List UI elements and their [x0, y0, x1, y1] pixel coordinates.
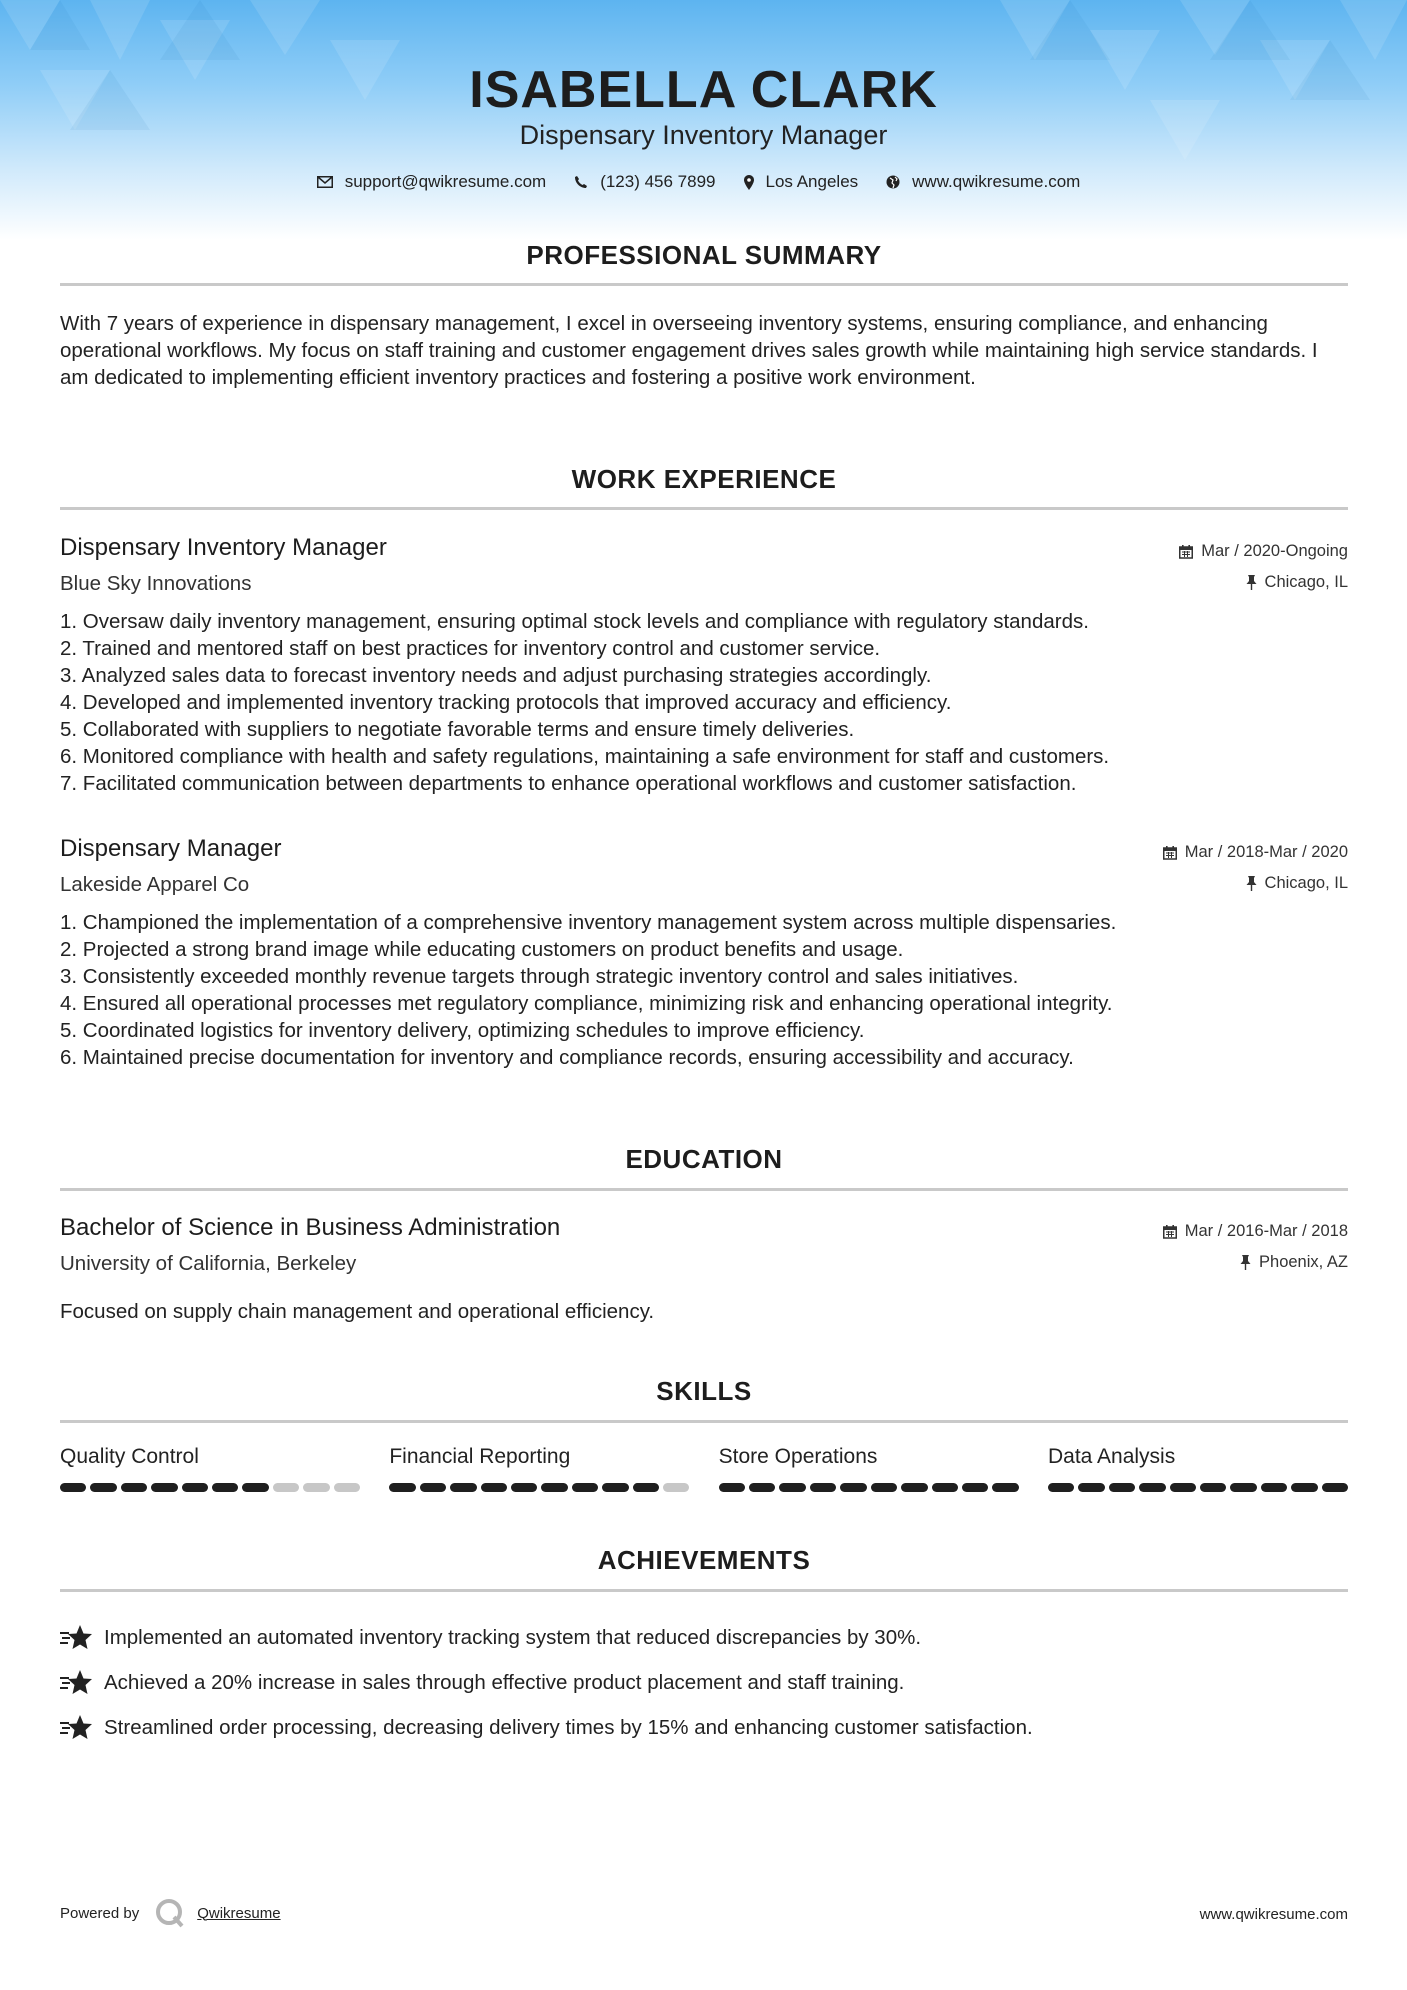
- calendar-icon: [1179, 545, 1193, 559]
- pushpin-icon: [1246, 575, 1257, 590]
- achievement-text: Achieved a 20% increase in sales through effective product placement and staff training.: [104, 1670, 905, 1694]
- location-text: Los Angeles: [765, 172, 859, 191]
- section-title-education: EDUCATION: [625, 1144, 783, 1174]
- achievement-text: Streamlined order processing, decreasing delivery times by 15% and enhancing customer satisfaction.: [104, 1715, 1033, 1739]
- list-item: 3. Analyzed sales data to forecast inventory needs and adjust purchasing strategies accordingly.: [60, 664, 932, 687]
- job-location: [1246, 874, 1348, 893]
- achievement-item: [60, 1705, 1348, 1750]
- education-location: [1240, 1253, 1348, 1272]
- skill-level-segment: [1048, 1483, 1074, 1492]
- education-school: University of California, Berkeley: [60, 1252, 357, 1275]
- skills-list: [60, 1445, 1348, 1492]
- contact-phone[interactable]: [574, 172, 715, 192]
- job-location-text: Chicago, IL: [1264, 874, 1348, 892]
- contact-bar: [0, 172, 1407, 192]
- skill-level-segment: [962, 1483, 988, 1492]
- contact-website[interactable]: [886, 172, 1080, 192]
- achievements-list: [60, 1615, 1348, 1750]
- skill-level-segment: [334, 1483, 360, 1492]
- skill-level-segment: [779, 1483, 805, 1492]
- skill-level-segment: [932, 1483, 958, 1492]
- job-dates: [1179, 542, 1348, 561]
- skill-level-segment: [420, 1483, 446, 1492]
- qwikresume-link[interactable]: Qwikresume: [197, 1904, 281, 1922]
- skill-level-bar: [60, 1483, 360, 1492]
- list-item: 6. Monitored compliance with health and safety regulations, maintaining a safe environment for staff and customers.: [60, 745, 1110, 768]
- list-item: 1. Championed the implementation of a comprehensive inventory management system across multiple dispensaries.: [60, 911, 1117, 934]
- skill-level-segment: [1261, 1483, 1287, 1492]
- section-divider: [60, 1188, 1348, 1191]
- skill-level-segment: [1322, 1483, 1348, 1492]
- skill-level-bar: [719, 1483, 1019, 1492]
- skill-level-segment: [273, 1483, 299, 1492]
- skill-level-segment: [151, 1483, 177, 1492]
- list-item: 1. Oversaw daily inventory management, ensuring optimal stock levels and compliance with regulatory standards.: [60, 610, 1089, 633]
- section-title-achievements: ACHIEVEMENTS: [597, 1545, 811, 1575]
- powered-by-label: Powered by: [60, 1904, 140, 1922]
- skill-level-segment: [450, 1483, 476, 1492]
- list-item: 2. Trained and mentored staff on best practices for inventory control and customer service.: [60, 637, 881, 660]
- skill-level-segment: [1078, 1483, 1104, 1492]
- skill-level-segment: [121, 1483, 147, 1492]
- job-entry: [60, 534, 1348, 797]
- skill-item: [60, 1445, 360, 1492]
- job-company: Blue Sky Innovations: [60, 572, 252, 595]
- summary-text: With 7 years of experience in dispensary management, I excel in overseeing inventory systems, ensuring compliance, and enhancing operational workflows. My focus on staff training and customer engagement drives sales growth while maintaining high service standards. I am dedicated to implementing efficient inventory practices and fostering a positive work environment.: [60, 312, 1318, 389]
- skill-item: [1048, 1445, 1348, 1492]
- list-item: 5. Collaborated with suppliers to negotiate favorable terms and ensure timely deliveries.: [60, 718, 855, 741]
- list-item: 5. Coordinated logistics for inventory delivery, optimizing schedules to improve efficiency.: [60, 1019, 865, 1042]
- skill-level-segment: [541, 1483, 567, 1492]
- job-role: Dispensary Manager: [60, 835, 282, 862]
- list-item: 2. Projected a strong brand image while educating customers on product benefits and usage.: [60, 938, 904, 961]
- list-item: 7. Facilitated communication between departments to enhance operational workflows and customer satisfaction.: [60, 772, 1077, 795]
- phone-icon: [574, 175, 588, 189]
- section-divider: [60, 1589, 1348, 1592]
- envelope-icon: [317, 176, 333, 188]
- skill-level-segment: [663, 1483, 689, 1492]
- qwikresume-logo-icon: [155, 1898, 185, 1928]
- skill-level-segment: [1230, 1483, 1256, 1492]
- list-item: 4. Ensured all operational processes met regulatory compliance, minimizing risk and enhancing operational integrity.: [60, 992, 1113, 1015]
- calendar-icon: [1163, 846, 1177, 860]
- list-item: 6. Maintained precise documentation for inventory and compliance records, ensuring accessibility and accuracy.: [60, 1046, 1074, 1069]
- pushpin-icon: [1240, 1255, 1251, 1270]
- education-location-text: Phoenix, AZ: [1259, 1253, 1348, 1271]
- achievement-text: Implemented an automated inventory tracking system that reduced discrepancies by 30%.: [104, 1625, 922, 1649]
- skill-level-segment: [1139, 1483, 1165, 1492]
- candidate-title: Dispensary Inventory Manager: [519, 120, 888, 150]
- star-icon: [60, 1624, 92, 1652]
- star-icon: [60, 1714, 92, 1742]
- skill-level-bar: [389, 1483, 689, 1492]
- contact-email[interactable]: [317, 172, 547, 192]
- education-description: Focused on supply chain management and operational efficiency.: [60, 1300, 655, 1323]
- skill-item: [389, 1445, 689, 1492]
- skill-level-segment: [1170, 1483, 1196, 1492]
- achievement-item: [60, 1660, 1348, 1705]
- job-dates-text: Mar / 2020-Ongoing: [1201, 542, 1348, 560]
- education-dates: [1163, 1222, 1348, 1241]
- skill-level-segment: [719, 1483, 745, 1492]
- job-bullets: [60, 909, 1348, 1071]
- skill-name: Quality Control: [60, 1445, 199, 1468]
- skill-level-segment: [90, 1483, 116, 1492]
- skill-level-segment: [481, 1483, 507, 1492]
- skill-level-segment: [840, 1483, 866, 1492]
- skill-level-segment: [1200, 1483, 1226, 1492]
- skill-level-segment: [242, 1483, 268, 1492]
- job-role: Dispensary Inventory Manager: [60, 534, 387, 561]
- skill-level-segment: [992, 1483, 1018, 1492]
- calendar-icon: [1163, 1225, 1177, 1239]
- skill-name: Financial Reporting: [389, 1445, 571, 1468]
- candidate-name: ISABELLA CLARK: [469, 61, 938, 119]
- skill-level-segment: [871, 1483, 897, 1492]
- list-item: 3. Consistently exceeded monthly revenue targets through strategic inventory control and sales initiatives.: [60, 965, 1019, 988]
- job-location: [1246, 573, 1348, 592]
- skill-level-segment: [810, 1483, 836, 1492]
- map-pin-icon: [744, 175, 754, 190]
- email-text: support@qwikresume.com: [344, 172, 547, 191]
- list-item: 4. Developed and implemented inventory tracking protocols that improved accuracy and efficiency.: [60, 691, 952, 714]
- section-title-skills: SKILLS: [656, 1376, 752, 1406]
- skill-level-segment: [633, 1483, 659, 1492]
- skill-level-segment: [749, 1483, 775, 1492]
- skill-item: [719, 1445, 1019, 1492]
- section-divider: [60, 507, 1348, 510]
- job-location-text: Chicago, IL: [1264, 573, 1348, 591]
- section-title-experience: WORK EXPERIENCE: [571, 464, 837, 494]
- skill-level-segment: [212, 1483, 238, 1492]
- website-text: www.qwikresume.com: [912, 172, 1081, 191]
- section-divider: [60, 283, 1348, 286]
- phone-text: (123) 456 7899: [600, 172, 716, 191]
- job-entry: [60, 835, 1348, 1071]
- skill-level-segment: [60, 1483, 86, 1492]
- skill-level-segment: [901, 1483, 927, 1492]
- star-icon: [60, 1669, 92, 1697]
- skill-name: Data Analysis: [1047, 1445, 1176, 1468]
- skill-level-segment: [1291, 1483, 1317, 1492]
- skill-level-segment: [303, 1483, 329, 1492]
- skill-name: Store Operations: [718, 1445, 878, 1468]
- job-company: Lakeside Apparel Co: [60, 873, 250, 896]
- footer-website[interactable]: www.qwikresume.com: [1199, 1906, 1348, 1923]
- skill-level-segment: [511, 1483, 537, 1492]
- skill-level-segment: [389, 1483, 415, 1492]
- job-dates: [1163, 843, 1348, 862]
- pushpin-icon: [1246, 876, 1257, 891]
- education-degree: Bachelor of Science in Business Administration: [60, 1214, 561, 1241]
- skill-level-segment: [602, 1483, 628, 1492]
- section-divider: [60, 1420, 1348, 1423]
- footer-powered-by: [60, 1898, 281, 1928]
- skill-level-segment: [572, 1483, 598, 1492]
- job-dates-text: Mar / 2018-Mar / 2020: [1184, 843, 1348, 861]
- job-bullets: [60, 608, 1348, 797]
- achievement-item: [60, 1615, 1348, 1660]
- education-entry: [60, 1214, 1348, 1323]
- section-title-summary: PROFESSIONAL SUMMARY: [526, 240, 882, 270]
- skill-level-segment: [182, 1483, 208, 1492]
- contact-location: [744, 172, 859, 192]
- skill-level-segment: [1109, 1483, 1135, 1492]
- globe-icon: [886, 175, 900, 189]
- education-dates-text: Mar / 2016-Mar / 2018: [1184, 1222, 1348, 1240]
- skill-level-bar: [1048, 1483, 1348, 1492]
